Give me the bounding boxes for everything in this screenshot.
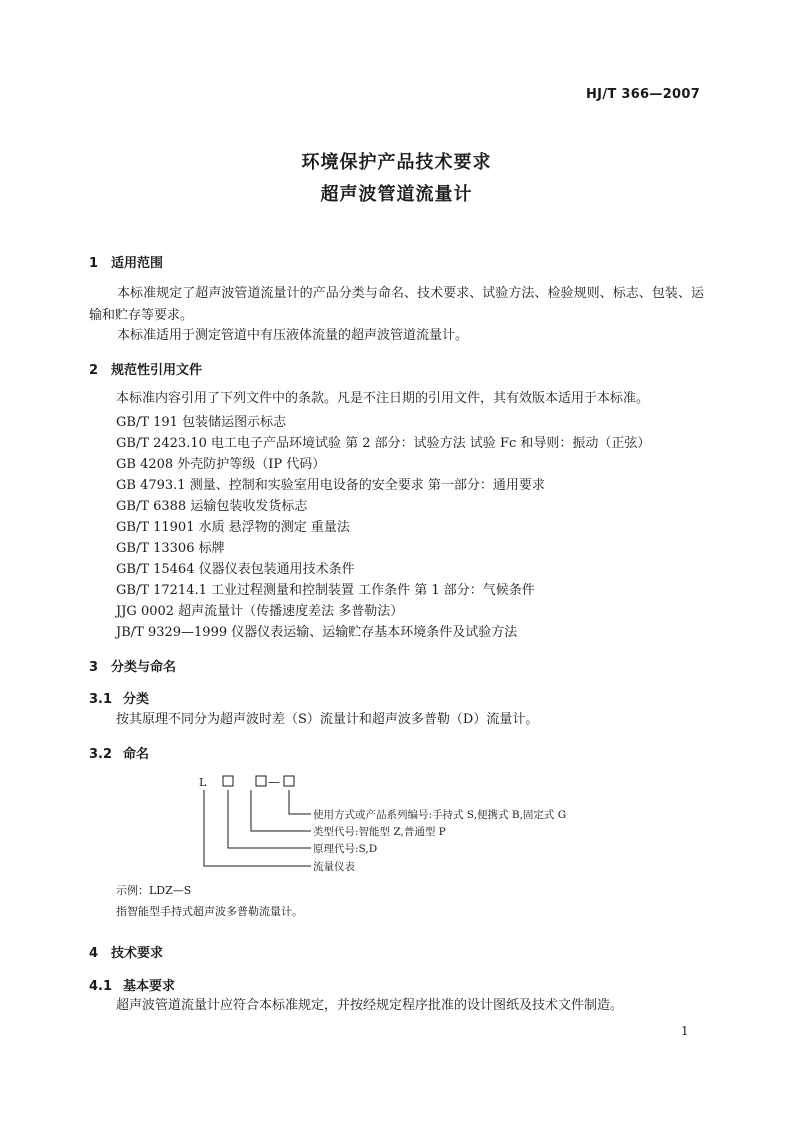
reference-item: GB/T 2423.10 电工电子产品环境试验 第 2 部分：试验方法 试验 Fc 和导则：振动（正弦）: [116, 436, 651, 451]
subsection-number: 4.1: [89, 979, 113, 994]
subsection-4-1-heading: [89, 975, 175, 994]
section-2-heading: [89, 359, 202, 378]
example-description: 指智能型手持式超声波多普勒流量计。: [116, 905, 303, 918]
prefix-dash: —: [268, 775, 280, 789]
reference-item: GB/T 191 包装储运图示标志: [116, 415, 287, 430]
placeholder-box: [223, 776, 233, 786]
document-subtitle: 超声波管道流量计: [320, 184, 473, 205]
diagram-label-type: 类型代号:智能型 Z,普通型 P: [313, 826, 446, 838]
subsection-3-1-text: 按其原理不同分为超声波时差（S）流量计和超声波多普勒（D）流量计。: [116, 712, 539, 727]
subsection-3-1-heading: [89, 688, 149, 707]
placeholder-box: [256, 776, 266, 786]
section-number: 1: [89, 256, 99, 271]
subsection-number: 3.2: [89, 747, 113, 762]
page-number: 1: [681, 1024, 689, 1038]
section-1-paragraph-2: 本标准适用于测定管道中有压液体流量的超声波管道流量计。: [117, 328, 469, 343]
example-label: 示例：LDZ—S: [116, 884, 192, 897]
reference-item: JJG 0002 超声流量计（传播速度差法 多普勒法）: [116, 604, 404, 619]
diagram-label-instrument: 流量仪表: [313, 861, 355, 873]
leader-line: [289, 790, 311, 814]
leader-line: [228, 790, 311, 848]
subsection-number: 3.1: [89, 692, 113, 707]
leader-line: [204, 790, 311, 866]
section-2-intro: 本标准内容引用了下列文件中的条款。凡是不注日期的引用文件，其有效版本适用于本标准。: [116, 391, 650, 406]
diagram-label-principle: 原理代号:S,D: [313, 843, 378, 855]
leader-line: [251, 790, 311, 831]
section-number: 2: [89, 363, 99, 378]
section-title: 适用范围: [111, 256, 164, 271]
section-3-heading: [89, 656, 176, 675]
section-title: 规范性引用文件: [111, 363, 203, 378]
section-title: 分类与命名: [111, 660, 177, 675]
reference-item: GB/T 6388 运输包装收发货标志: [116, 499, 308, 514]
reference-item: JB/T 9329—1999 仪器仪表运输、运输贮存基本环境条件及试验方法: [116, 625, 518, 640]
section-1-heading: [89, 252, 163, 271]
reference-item: GB/T 15464 仪器仪表包装通用技术条件: [116, 562, 355, 577]
section-number: 4: [89, 946, 99, 961]
subsection-title: 分类: [123, 692, 150, 707]
section-4-heading: [89, 942, 163, 961]
placeholder-box: [284, 776, 294, 786]
standard-code: HJ/T 366—2007: [586, 87, 701, 102]
diagram-label-usage: 使用方式或产品系列编号:手持式 S,便携式 B,固定式 G: [313, 809, 567, 821]
subsection-3-2-heading: [89, 743, 149, 762]
section-1-paragraph-1: 本标准规定了超声波管道流量计的产品分类与命名、技术要求、试验方法、检验规则、标志、包装、运输和贮存等要求。: [89, 286, 704, 323]
subsection-4-1-text: 超声波管道流量计应符合本标准规定，并按经规定程序批准的设计图纸及技术文件制造。: [116, 998, 624, 1013]
subsection-title: 命名: [123, 747, 150, 762]
document-title: 环境保护产品技术要求: [301, 152, 492, 173]
reference-item: GB/T 11901 水质 悬浮物的测定 重量法: [116, 520, 350, 535]
reference-item: GB 4208 外壳防护等级（IP 代码）: [116, 457, 326, 472]
reference-item: GB/T 17214.1 工业过程测量和控制装置 工作条件 第 1 部分：气候条件: [116, 583, 535, 598]
reference-item: GB 4793.1 测量、控制和实验室用电设备的安全要求 第一部分：通用要求: [116, 478, 545, 493]
prefix-letter: L: [199, 776, 207, 789]
section-title: 技术要求: [111, 946, 164, 961]
subsection-title: 基本要求: [123, 979, 176, 994]
naming-diagram: [195, 772, 615, 882]
section-number: 3: [89, 660, 99, 675]
reference-item: GB/T 13306 标牌: [116, 541, 225, 556]
